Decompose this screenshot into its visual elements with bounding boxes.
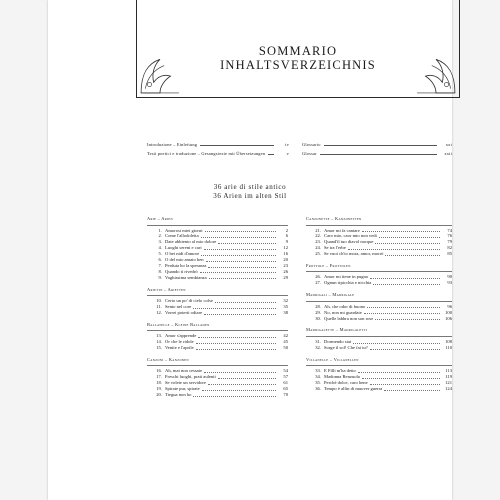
dot-leader: [384, 389, 440, 391]
dot-leader: [362, 230, 440, 232]
dot-leader: [367, 306, 440, 308]
entry-title: Amor s'apprende: [165, 333, 197, 339]
entry-number: 27.: [315, 280, 321, 286]
entry-title: Perchè dolce, caro bene: [324, 379, 368, 385]
entry-title: E Filli m'ha detto: [324, 368, 356, 374]
entry-title: Spirate pur, spirate: [165, 386, 200, 392]
toc-entry: [147, 345, 288, 351]
dot-leader: [193, 307, 276, 309]
dot-leader: [362, 377, 440, 379]
toc-entry: [306, 316, 452, 322]
dot-leader: [201, 236, 276, 238]
entry-number: 25.: [315, 251, 321, 257]
entry-title: Perduta ho la speranza: [165, 262, 207, 268]
entry-page-number: 20: [283, 256, 288, 262]
entry-page-number: 65: [283, 386, 288, 392]
dot-leader: [218, 377, 276, 379]
entry-number: 14.: [156, 339, 162, 345]
section-heading: Madrigali – Madrigale: [306, 292, 452, 302]
leader-rule: [324, 144, 437, 146]
entry-number: 34.: [315, 374, 321, 380]
toc-section: [306, 357, 452, 392]
intro-page-number: v: [286, 151, 289, 156]
leader-rule: [320, 153, 437, 155]
toc-entry: [147, 275, 288, 281]
intro-label: Testi poetici e traduzione – Gesangstexte mit Übersetzungen: [147, 151, 266, 156]
entry-number: 12.: [156, 309, 162, 315]
entry-title: Ah, mai non cessate: [165, 368, 202, 374]
entry-title: Or che le ridole: [165, 339, 194, 345]
entry-number: 32.: [315, 344, 321, 350]
book-page: [48, 0, 452, 500]
entry-title: Certo un po' di cielo colse: [165, 298, 213, 304]
entry-title: Freschi luoghi, prati aulenti: [165, 374, 216, 380]
entry-number: 13.: [156, 333, 162, 339]
dot-leader: [375, 242, 440, 244]
entry-number: 22.: [315, 233, 321, 239]
dot-leader: [200, 271, 276, 273]
leader-rule: [268, 153, 274, 155]
entry-number: 24.: [315, 245, 321, 251]
intro-list-right: [302, 140, 452, 158]
entry-title: Amor mi tiene in pugno: [324, 274, 369, 280]
entry-page-number: 57: [283, 374, 288, 380]
entry-title: Caro mio, caor mio non vedi: [324, 233, 377, 239]
entry-page-number: 61: [283, 380, 288, 386]
toc-section: [306, 292, 452, 321]
dot-leader: [353, 342, 440, 344]
intro-label: Glossario: [302, 142, 321, 147]
toc-section: [147, 287, 288, 316]
dot-leader: [358, 371, 440, 373]
dot-leader: [204, 371, 276, 373]
leader-rule: [200, 144, 274, 146]
toc-entry: [306, 386, 452, 392]
entry-title: Tiegua non ho: [165, 391, 192, 397]
entry-number: 20.: [156, 391, 162, 397]
section-heading: Canzonette – Kanzonetten: [306, 216, 452, 226]
section-heading: Canzoni – Kanzonen: [147, 357, 288, 367]
dot-leader: [373, 283, 440, 285]
dot-leader: [379, 236, 440, 238]
dot-leader: [370, 277, 440, 279]
entry-number: 9.: [158, 274, 162, 280]
dot-leader: [201, 254, 276, 256]
entry-number: 30.: [315, 315, 321, 321]
intro-row: [302, 140, 452, 149]
entry-title: Amorosi miei giorni: [165, 227, 203, 233]
toc-section: [147, 357, 288, 398]
dot-leader: [208, 266, 276, 268]
dot-leader: [202, 389, 276, 391]
entry-page-number: 82: [447, 245, 452, 251]
collection-subtitle: 36 arie di stile antico: [213, 183, 287, 191]
entry-page-number: 50: [283, 344, 288, 350]
dot-leader: [218, 242, 276, 244]
entry-number: 5.: [158, 251, 162, 257]
intro-page-number: xxi: [445, 142, 452, 147]
entry-page-number: 79: [447, 239, 452, 245]
toc-section: [306, 216, 452, 257]
entry-page-number: 100: [445, 309, 452, 315]
intro-row: [147, 149, 289, 158]
entry-page-number: 85: [447, 251, 452, 257]
entry-number: 28.: [315, 303, 321, 309]
entry-title: Madonna Renzuola: [324, 374, 360, 380]
entry-number: 11.: [156, 303, 162, 309]
dot-leader: [209, 277, 276, 279]
entry-title: Quando ti rivedrò: [165, 268, 198, 274]
entry-number: 1.: [158, 227, 162, 233]
entry-page-number: 12: [283, 245, 288, 251]
entry-page-number: 93: [447, 280, 452, 286]
toc-entry: [306, 345, 452, 351]
entry-number: 17.: [156, 374, 162, 380]
entry-page-number: 70: [283, 391, 288, 397]
entry-number: 8.: [158, 268, 162, 274]
dot-leader: [375, 318, 440, 320]
title-frame: [136, 0, 460, 98]
entry-page-number: 108: [445, 338, 452, 344]
entry-page-number: 42: [283, 333, 288, 339]
intro-page-number: iv: [285, 142, 289, 147]
entry-title: Vaghissima sembianza: [165, 274, 207, 280]
entry-title: Ognun ripicchia e nicchia: [324, 280, 372, 286]
toc-entry: [306, 280, 452, 286]
section-heading: Frottole – Frottolen: [306, 263, 452, 273]
entry-title: Sorge il sol! Che fai tu?: [324, 344, 368, 350]
toc-column-left: [147, 216, 288, 404]
entry-title: Sento nel core: [165, 303, 192, 309]
section-heading: Ariette – Arietten: [147, 287, 288, 297]
collection-subtitle-german: 36 Arien im alten Stil: [213, 192, 287, 200]
entry-number: 26.: [315, 274, 321, 280]
dot-leader: [196, 342, 276, 344]
entry-title: O del mio amato ben: [165, 256, 204, 262]
entry-page-number: 6: [285, 233, 288, 239]
intro-label: Introduzione – Einleitung: [147, 142, 198, 147]
toc-section: [306, 327, 452, 350]
entry-page-number: 16: [283, 251, 288, 257]
toc-section: [306, 263, 452, 286]
intro-list-left: [147, 140, 289, 158]
entry-title: Date abbiento al mio dolore: [165, 239, 217, 245]
toc-column-right: [306, 216, 452, 398]
entry-number: 7.: [158, 262, 162, 268]
entry-title: Se vuoi ch'io mora, amor, morrò: [324, 251, 384, 257]
entry-title: Amor mi fa cantare: [324, 227, 360, 233]
intro-row: [147, 140, 289, 149]
entry-page-number: 110: [445, 344, 452, 350]
dot-leader: [348, 248, 440, 250]
toc-section: [147, 216, 288, 281]
section-heading: Arie – Arien: [147, 216, 288, 226]
entry-title: Vorrei poterti odiare: [165, 309, 203, 315]
entry-number: 21.: [315, 227, 321, 233]
entry-title: Dormendo stai: [324, 338, 352, 344]
entry-page-number: 45: [283, 339, 288, 345]
section-heading: Madrigalette – Madrigaletti: [306, 327, 452, 337]
dot-leader: [364, 312, 440, 314]
entry-title: Luoghi sereni e cari: [165, 245, 202, 251]
dot-leader: [198, 336, 276, 338]
entry-page-number: 113: [445, 368, 452, 374]
entry-number: 29.: [315, 309, 321, 315]
entry-page-number: 23: [283, 262, 288, 268]
section-heading: Villanelle – Villanellen: [306, 357, 452, 367]
toc-section: [147, 322, 288, 351]
dot-leader: [204, 248, 276, 250]
intro-page-number: xxii: [444, 151, 452, 156]
entry-number: 10.: [156, 298, 162, 304]
entry-page-number: 38: [283, 309, 288, 315]
entry-title: Quelle labbra non son rose: [324, 315, 374, 321]
entry-page-number: 90: [447, 274, 452, 280]
dot-leader: [206, 260, 276, 262]
entry-page-number: 119: [445, 374, 452, 380]
dot-leader: [370, 383, 440, 385]
entry-title: Ah, che odor di buono: [324, 303, 366, 309]
entry-page-number: 76: [447, 233, 452, 239]
entry-page-number: 106: [445, 315, 452, 321]
entry-number: 4.: [158, 245, 162, 251]
entry-page-number: 2: [285, 227, 288, 233]
dot-leader: [204, 313, 276, 315]
dot-leader: [208, 383, 276, 385]
entry-number: 33.: [315, 368, 321, 374]
dot-leader: [205, 230, 276, 232]
entry-page-number: 54: [283, 368, 288, 374]
entry-title: Quand'il tuo diavol nacque: [324, 239, 374, 245]
toc-entry: [147, 310, 288, 316]
dot-leader: [370, 348, 440, 350]
section-heading: Ballatelle – Kleine Balladen: [147, 322, 288, 332]
page-title: SOMMARIO: [258, 44, 338, 58]
entry-title: Venite e l'aprile: [165, 344, 194, 350]
entry-number: 2.: [158, 233, 162, 239]
entry-page-number: 121: [445, 379, 452, 385]
page-title-german: INHALTSVERZEICHNIS: [220, 58, 376, 72]
entry-title: Se volete un servidore: [165, 380, 206, 386]
entry-page-number: 32: [283, 298, 288, 304]
entry-number: 19.: [156, 386, 162, 392]
entry-title: Come l'allodoletta: [165, 233, 199, 239]
entry-title: Se tra l'erbe: [324, 245, 346, 251]
entry-number: 6.: [158, 256, 162, 262]
entry-page-number: 26: [283, 268, 288, 274]
entry-number: 3.: [158, 239, 162, 245]
toc-entry: [306, 251, 452, 257]
entry-title: Tempo è alfin di muover guerra: [324, 385, 383, 391]
entry-number: 15.: [156, 344, 162, 350]
entry-page-number: 35: [283, 303, 288, 309]
dot-leader: [196, 348, 276, 350]
entry-number: 16.: [156, 368, 162, 374]
entry-page-number: 29: [283, 274, 288, 280]
entry-number: 31.: [315, 338, 321, 344]
dot-leader: [215, 301, 276, 303]
entry-page-number: 124: [445, 385, 452, 391]
entry-page-number: 96: [447, 303, 452, 309]
intro-label: Glossar: [302, 151, 317, 156]
entry-title: No, non mi guardate: [324, 309, 362, 315]
dot-leader: [193, 395, 276, 397]
entry-number: 36.: [315, 385, 321, 391]
toc-entry: [147, 392, 288, 398]
intro-row: [302, 149, 452, 158]
dot-leader: [385, 254, 440, 256]
entry-number: 35.: [315, 379, 321, 385]
entry-number: 23.: [315, 239, 321, 245]
entry-page-number: 74: [447, 227, 452, 233]
entry-page-number: 9: [285, 239, 288, 245]
entry-title: O bei nidi d'amore: [165, 251, 200, 257]
entry-number: 18.: [156, 380, 162, 386]
